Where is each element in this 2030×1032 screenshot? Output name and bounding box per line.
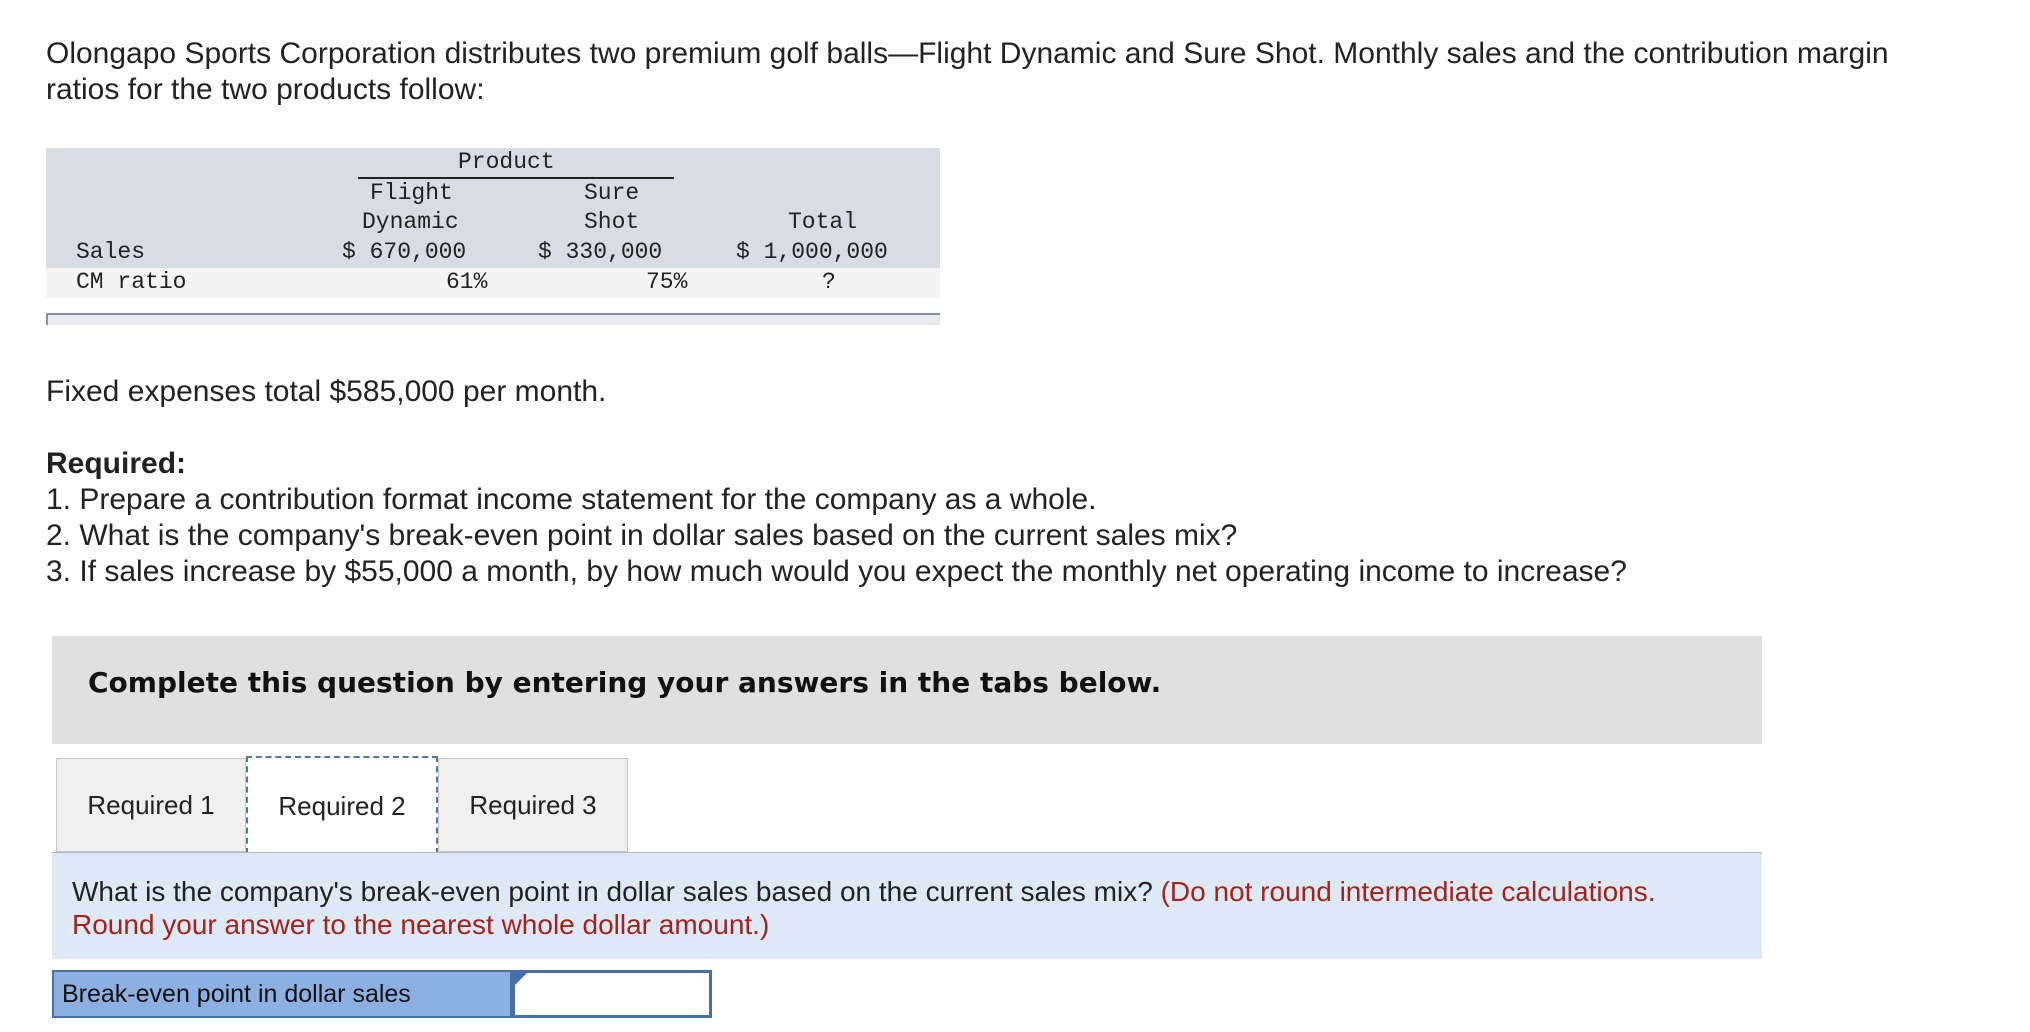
- input-flag-icon: [515, 973, 527, 985]
- required-list: [46, 482, 1627, 590]
- cm-ratio-flight-dynamic: 61%: [446, 269, 488, 295]
- col-header-flight: Flight: [370, 180, 453, 206]
- intro-text: Olongapo Sports Corporation distributes two premium golf balls—Flight Dynamic and Sure Shot. Monthly sales and the contribution margin ratios for the two products follow:: [46, 37, 1889, 106]
- col-header-dynamic: Dynamic: [362, 209, 459, 235]
- sales-total: $ 1,000,000: [736, 239, 888, 265]
- required-item-2: 2. What is the company's break-even point in dollar sales based on the current sales mix?: [46, 519, 1238, 552]
- required-item-1: 1. Prepare a contribution format income statement for the company as a whole.: [46, 483, 1097, 516]
- question-text: [72, 875, 1712, 941]
- row-label-sales: Sales: [76, 239, 146, 265]
- row-label-cm-ratio: CM ratio: [76, 269, 187, 295]
- table-bottom-bar: [46, 313, 940, 325]
- required-item-3: 3. If sales increase by $55,000 a month, by how much would you expect the monthly net operating income to increase?: [46, 555, 1627, 588]
- fixed-expenses-text: Fixed expenses total $585,000 per month.: [46, 375, 607, 408]
- col-header-sure: Sure: [584, 180, 640, 206]
- tab-required-2[interactable]: Required 2: [246, 756, 438, 854]
- tab-required-3[interactable]: Required 3: [438, 758, 628, 852]
- tab-required-1[interactable]: Required 1: [56, 758, 246, 852]
- instructions-banner: [52, 636, 1762, 744]
- question-instruction-note: (Do not round intermediate calculations. Round your answer to the nearest whole dollar amount.): [72, 876, 1656, 940]
- instructions-text: Complete this question by entering your answers in the tabs below.: [88, 666, 1162, 699]
- cm-ratio-sure-shot: 75%: [646, 269, 688, 295]
- product-group-header: Product: [458, 149, 555, 175]
- answer-label: Break-even point in dollar sales: [52, 970, 512, 1018]
- break-even-input[interactable]: [512, 970, 712, 1018]
- question-prompt: What is the company's break-even point in dollar sales based on the current sales mix?: [72, 876, 1153, 907]
- required-heading: Required:: [46, 447, 187, 480]
- sales-sure-shot: $ 330,000: [538, 239, 663, 265]
- sales-flight-dynamic: $ 670,000: [342, 239, 467, 265]
- col-header-shot: Shot: [584, 209, 640, 235]
- col-header-total: Total: [788, 209, 858, 235]
- cm-ratio-total: ?: [822, 269, 836, 295]
- sales-data-table: [46, 148, 940, 326]
- question-panel: [52, 853, 1762, 959]
